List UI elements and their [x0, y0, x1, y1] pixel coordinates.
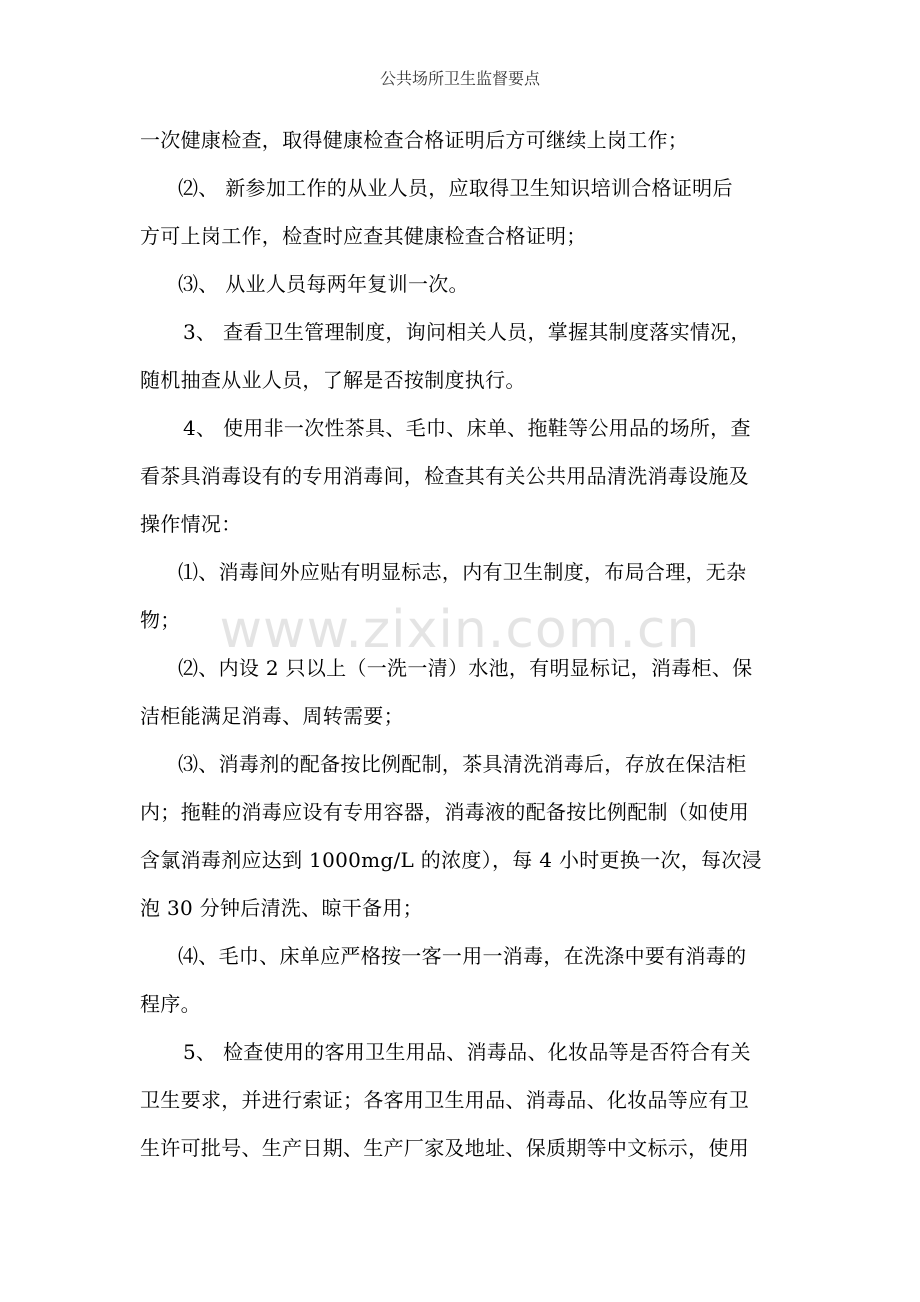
body-line: ⑷、毛巾、床单应严格按一客一用一消毒，在洗涤中要有消毒的: [178, 944, 747, 968]
body-line: 随机抽查从业人员，了解是否按制度执行。: [140, 368, 526, 392]
body-line: 内；拖鞋的消毒应设有专用容器，消毒液的配备按比例配制（如使用: [140, 800, 749, 824]
body-line: 一次健康检查，取得健康检查合格证明后方可继续上岗工作；: [140, 128, 689, 152]
body-line: 洁柜能满足消毒、周转需要；: [140, 704, 404, 728]
body-line: ⑶、 从业人员每两年复训一次。: [178, 272, 469, 296]
body-line: ⑴、消毒间外应贴有明显标志，内有卫生制度，布局合理，无杂: [178, 560, 747, 584]
body-line: ⑵、 新参加工作的从业人员，应取得卫生知识培训合格证明后: [178, 176, 733, 200]
body-line: 看茶具消毒设有的专用消毒间，检查其有关公共用品清洗消毒设施及: [140, 464, 749, 488]
body-line: 程序。: [140, 992, 201, 1016]
body-line: 3、 查看卫生管理制度，询问相关人员，掌握其制度落实情况，: [183, 320, 751, 344]
document-body: [140, 116, 785, 1172]
body-line: 物；: [140, 608, 181, 632]
body-line: ⑶、消毒剂的配备按比例配制，茶具清洗消毒后，存放在保洁柜: [178, 752, 747, 776]
body-line: 4、 使用非一次性茶具、毛巾、床单、拖鞋等公用品的场所，查: [183, 416, 751, 440]
body-line: ⑵、内设 2 只以上（一洗一清）水池，有明显标记，消毒柜、保: [178, 656, 753, 680]
body-line: 方可上岗工作，检查时应查其健康检查合格证明；: [140, 224, 587, 248]
body-line: 卫生要求，并进行索证；各客用卫生用品、消毒品、化妆品等应有卫: [140, 1088, 749, 1112]
body-line: 生许可批号、生产日期、生产厂家及地址、保质期等中文标示，使用: [140, 1136, 749, 1160]
body-line: 泡 30 分钟后清洗、晾干备用；: [140, 896, 423, 920]
body-line: 含氯消毒剂应达到 1000mg/L 的浓度），每 4 小时更换一次，每次浸: [140, 848, 762, 872]
body-line: 操作情况：: [140, 512, 242, 536]
watermark-text: www.zixin.com.cn: [219, 600, 701, 660]
body-line: 5、 检查使用的客用卫生用品、消毒品、化妆品等是否符合有关: [183, 1040, 751, 1064]
page-header-title: 公共场所卫生监督要点: [379, 69, 540, 88]
